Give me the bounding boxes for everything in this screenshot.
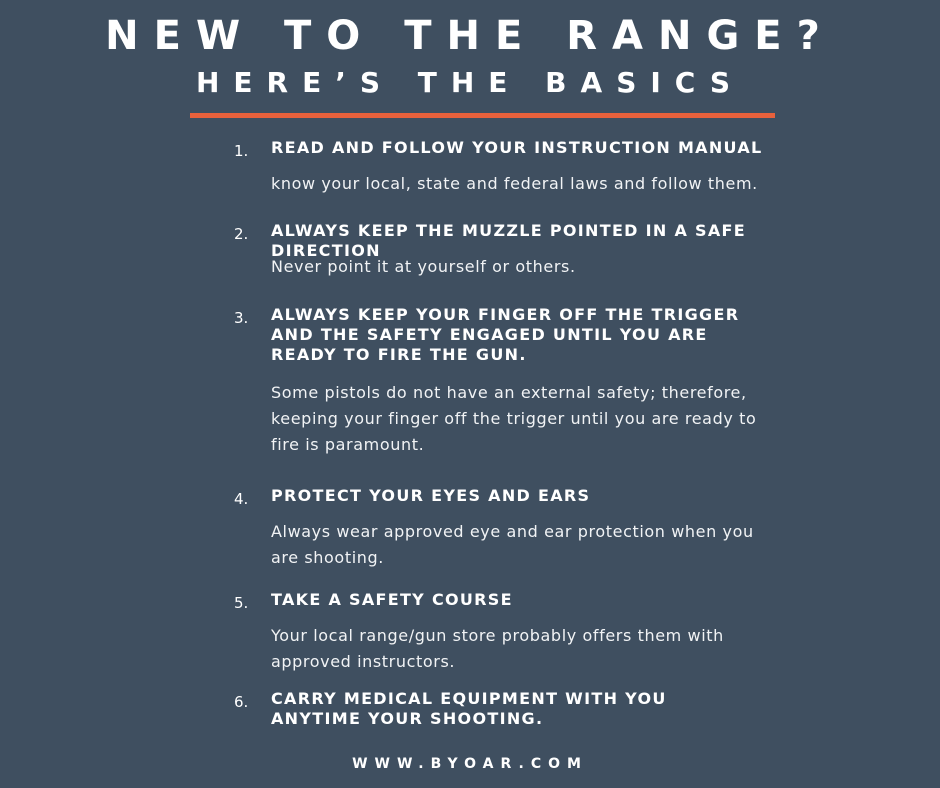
item-heading: ALWAYS KEEP THE MUZZLE POINTED IN A SAFE DIRECTION [271, 221, 746, 260]
item-heading: PROTECT YOUR EYES AND EARS [271, 486, 591, 505]
item-heading: CARRY MEDICAL EQUIPMENT WITH YOU ANYTIME YOUR SHOOTING. [271, 689, 667, 728]
item-number: 2. [234, 225, 249, 243]
item-heading: READ AND FOLLOW YOUR INSTRUCTION MANUAL [271, 138, 763, 157]
item-heading: ALWAYS KEEP YOUR FINGER OFF THE TRIGGER AND THE SAFETY ENGAGED UNTIL YOU ARE READY TO FIRE THE GUN. [271, 305, 740, 364]
item-number: 3. [234, 309, 249, 327]
item-heading: TAKE A SAFETY COURSE [271, 590, 513, 609]
item-number: 1. [234, 142, 249, 160]
website-link[interactable]: WWW.BYOAR.COM [352, 756, 588, 772]
item-number: 5. [234, 594, 249, 612]
item-description: Always wear approved eye and ear protection when you are shooting. [271, 522, 754, 567]
page-title: NEW TO THE RANGE? [105, 13, 835, 59]
page-subtitle: HERE’S THE BASICS [195, 66, 745, 99]
item-description: know your local, state and federal laws and follow them. [271, 174, 758, 193]
item-description: Some pistols do not have an external safety; therefore, keeping your finger off the trigger until you are ready to fire is paramount. [271, 383, 757, 454]
item-number: 6. [234, 693, 249, 711]
item-number: 4. [234, 490, 249, 508]
item-description: Never point it at yourself or others. [271, 257, 576, 276]
title-divider [190, 113, 775, 118]
item-description: Your local range/gun store probably offers them with approved instructors. [271, 626, 724, 671]
